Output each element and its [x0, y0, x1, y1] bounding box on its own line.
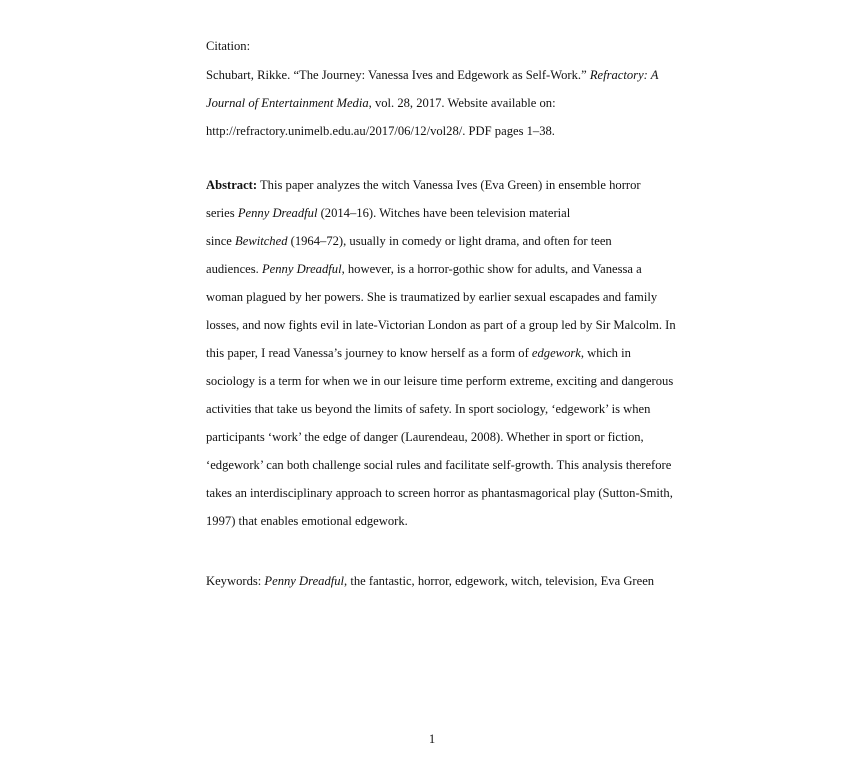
- abstract-line-5: woman plagued by her powers. She is traumatized by earlier sexual escapades and family: [206, 290, 658, 304]
- abstract-text: , however, is a horror-gothic show for adults, and Vanessa a: [341, 262, 642, 276]
- abstract-label: Abstract:: [206, 178, 258, 192]
- abstract-text: series: [206, 206, 238, 220]
- abstract-line-7: [206, 345, 631, 361]
- page-number: 1: [428, 732, 436, 746]
- show-title: Penny Dreadful: [261, 262, 342, 276]
- citation-journal-part-1: Refractory: A: [589, 68, 659, 82]
- abstract-text: this paper, I read Vanessa’s journey to know herself as a form of: [206, 346, 532, 360]
- show-title: Bewitched: [235, 234, 288, 248]
- citation-line-2: [206, 95, 556, 111]
- abstract-line-10: participants ‘work’ the edge of danger (Laurendeau, 2008). Whether in sport or fiction,: [206, 430, 644, 444]
- show-title: Penny Dreadful: [237, 206, 318, 220]
- keywords-list: , the fantastic, horror, edgework, witch, television, Eva Green: [344, 574, 655, 588]
- abstract-text: This paper analyzes the witch Vanessa Ives (Eva Green) in ensemble horror: [257, 178, 641, 192]
- citation-author-title: Schubart, Rikke. “The Journey: Vanessa Ives and Edgework as Self-Work.”: [206, 68, 590, 82]
- abstract-line-2: [206, 205, 570, 221]
- citation-volume: , vol. 28, 2017. Website available on:: [368, 96, 556, 110]
- keyword-show-title: Penny Dreadful: [264, 574, 345, 588]
- abstract-line-9: activities that take us beyond the limits of safety. In sport sociology, ‘edgework’ is when: [206, 402, 651, 416]
- abstract-text: audiences.: [206, 262, 262, 276]
- keywords-line: [206, 573, 654, 589]
- citation-journal-part-2: Journal of Entertainment Media: [206, 96, 369, 110]
- keywords-label: Keywords:: [206, 574, 265, 588]
- abstract-line-4: [206, 261, 642, 277]
- abstract-line-12: takes an interdisciplinary approach to screen horror as phantasmagorical play (Sutton-Smith,: [206, 486, 673, 500]
- abstract-line-6: losses, and now fights evil in late-Victorian London as part of a group led by Sir Malcolm. In: [206, 318, 676, 332]
- abstract-text: since: [206, 234, 236, 248]
- abstract-line-11: ‘edgework’ can both challenge social rules and facilitate self-growth. This analysis therefore: [206, 458, 672, 472]
- abstract-text: , which in: [580, 346, 631, 360]
- citation-url-line: http://refractory.unimelb.edu.au/2017/06/12/vol28/. PDF pages 1–38.: [206, 124, 555, 138]
- citation-line-1: [206, 67, 658, 83]
- abstract-line-3: [206, 233, 612, 249]
- citation-heading: Citation:: [206, 39, 251, 53]
- abstract-line-1: [206, 177, 641, 193]
- abstract-line-13: 1997) that enables emotional edgework.: [206, 514, 408, 528]
- abstract-text: (2014–16). Witches have been television material: [317, 206, 571, 220]
- abstract-line-8: sociology is a term for when we in our leisure time perform extreme, exciting and dangerous: [206, 374, 674, 388]
- abstract-text: (1964–72), usually in comedy or light drama, and often for teen: [287, 234, 612, 248]
- edgework-term: edgework: [531, 346, 581, 360]
